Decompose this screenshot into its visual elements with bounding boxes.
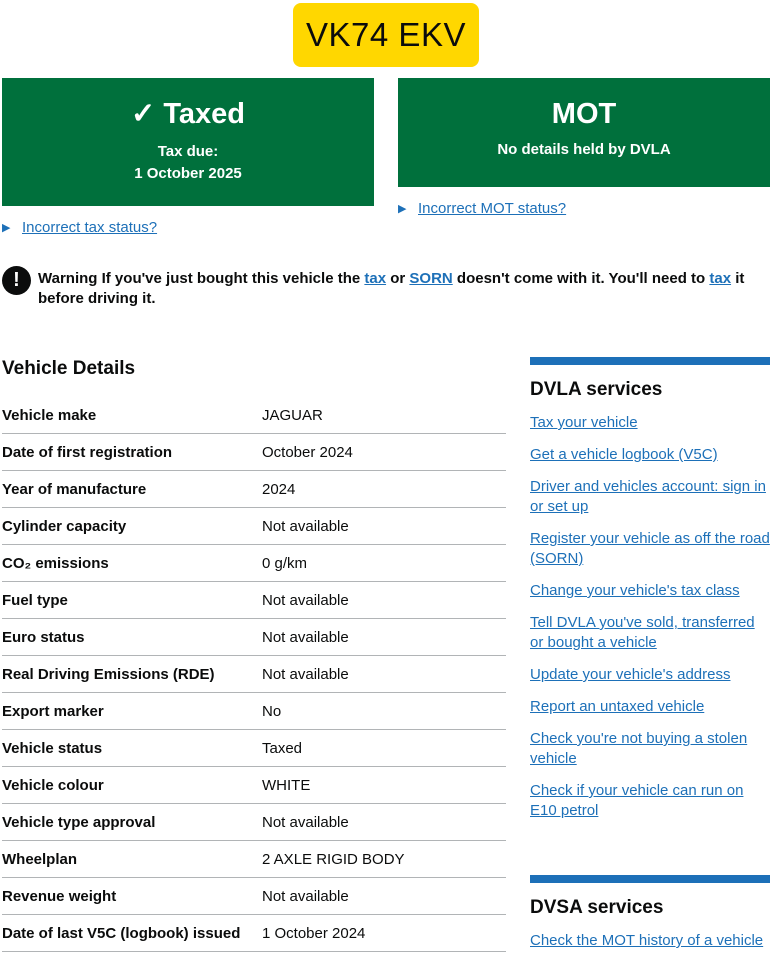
list-item bbox=[530, 613, 770, 653]
check-e10-link[interactable]: Check if your vehicle can run on E10 petrol bbox=[530, 782, 744, 819]
incorrect-mot-status-details[interactable] bbox=[398, 200, 566, 217]
warning-text-part: or bbox=[386, 270, 410, 287]
list-item bbox=[530, 931, 770, 951]
warning-sorn-link[interactable]: SORN bbox=[409, 270, 453, 287]
row-key: Date of first registration bbox=[2, 443, 173, 461]
dvsa-services-sidebar bbox=[530, 875, 770, 957]
row-value: Not available bbox=[262, 591, 349, 609]
list-item bbox=[530, 781, 770, 821]
warning-text-part: doesn't come with it. You'll need to bbox=[452, 270, 710, 287]
table-row bbox=[2, 915, 506, 952]
row-key: Real Driving Emissions (RDE) bbox=[2, 665, 215, 683]
row-key: Revenue weight bbox=[2, 887, 117, 905]
report-untaxed-link[interactable]: Report an untaxed vehicle bbox=[530, 698, 705, 715]
table-row bbox=[2, 545, 506, 582]
list-item bbox=[530, 529, 770, 569]
row-value: WHITE bbox=[262, 776, 311, 794]
incorrect-tax-status-link[interactable]: Incorrect tax status? bbox=[22, 219, 158, 236]
list-item bbox=[530, 581, 770, 601]
warning-text-part: it before driving it. bbox=[38, 270, 745, 307]
row-value: 1 October 2024 bbox=[262, 924, 366, 942]
row-key: Vehicle make bbox=[2, 406, 97, 424]
list-item bbox=[530, 445, 770, 465]
row-key: Year of manufacture bbox=[2, 480, 147, 498]
row-value: October 2024 bbox=[262, 443, 353, 461]
list-item bbox=[530, 729, 770, 769]
row-key: Fuel type bbox=[2, 591, 68, 609]
incorrect-mot-status-link[interactable]: Incorrect MOT status? bbox=[418, 200, 567, 217]
table-row bbox=[2, 397, 506, 434]
row-value: 0 g/km bbox=[262, 554, 308, 572]
table-row bbox=[2, 434, 506, 471]
warning-tax-link[interactable]: tax bbox=[364, 270, 387, 287]
row-key: Vehicle colour bbox=[2, 776, 104, 794]
change-tax-class-link[interactable]: Change your vehicle's tax class bbox=[530, 582, 740, 599]
table-row bbox=[2, 767, 506, 804]
row-value: No bbox=[262, 702, 282, 720]
list-item bbox=[530, 665, 770, 685]
row-key: Vehicle type approval bbox=[2, 813, 156, 831]
number-plate: VK74 EKV bbox=[293, 3, 479, 67]
row-value: Taxed bbox=[262, 739, 303, 757]
table-row bbox=[2, 693, 506, 730]
dvla-services-sidebar bbox=[530, 357, 770, 833]
row-value: 2024 bbox=[262, 480, 296, 498]
row-key: CO₂ emissions bbox=[2, 554, 109, 572]
dvla-services-list bbox=[530, 413, 770, 821]
warning-tax-link-2[interactable]: tax bbox=[709, 270, 732, 287]
warning-text bbox=[38, 269, 770, 309]
row-value: Not available bbox=[262, 813, 349, 831]
disclosure-triangle-icon: ▶ bbox=[398, 203, 407, 215]
tax-your-vehicle-link[interactable]: Tax your vehicle bbox=[530, 414, 638, 431]
row-key: Date of last V5C (logbook) issued bbox=[2, 924, 241, 942]
row-value: Not available bbox=[262, 887, 349, 905]
vehicle-details-heading: Vehicle Details bbox=[2, 358, 136, 379]
mot-history-link[interactable]: Check the MOT history of a vehicle bbox=[530, 932, 764, 949]
mot-status-title: MOT bbox=[551, 98, 617, 130]
tax-due-date: 1 October 2025 bbox=[134, 165, 242, 182]
row-key: Wheelplan bbox=[2, 850, 78, 868]
tax-status-title: ✓ Taxed bbox=[130, 98, 246, 130]
get-logbook-link[interactable]: Get a vehicle logbook (V5C) bbox=[530, 446, 718, 463]
incorrect-tax-status-details[interactable] bbox=[2, 219, 157, 236]
row-value: Not available bbox=[262, 628, 349, 646]
sorn-link[interactable]: Register your vehicle as off the road (SORN) bbox=[530, 530, 770, 567]
row-value: 2 AXLE RIGID BODY bbox=[262, 850, 405, 868]
table-row bbox=[2, 730, 506, 767]
disclosure-triangle-icon: ▶ bbox=[2, 222, 11, 234]
row-key: Cylinder capacity bbox=[2, 517, 127, 535]
list-item bbox=[530, 413, 770, 433]
driver-account-link[interactable]: Driver and vehicles account: sign in or set up bbox=[530, 478, 766, 515]
tax-status-panel bbox=[2, 78, 374, 206]
vehicle-details-table bbox=[2, 397, 506, 952]
tell-dvla-sold-link[interactable]: Tell DVLA you've sold, transferred or bought a vehicle bbox=[530, 614, 755, 651]
list-item bbox=[530, 697, 770, 717]
table-row bbox=[2, 471, 506, 508]
table-row bbox=[2, 804, 506, 841]
table-row bbox=[2, 878, 506, 915]
list-item bbox=[530, 477, 770, 517]
mot-status-text: No details held by DVLA bbox=[497, 141, 671, 158]
dvsa-services-heading: DVSA services bbox=[530, 897, 664, 918]
check-stolen-link[interactable]: Check you're not buying a stolen vehicle bbox=[530, 730, 748, 767]
row-value: Not available bbox=[262, 517, 349, 535]
row-value: JAGUAR bbox=[262, 406, 323, 424]
row-key: Vehicle status bbox=[2, 739, 103, 757]
sidebar-divider bbox=[530, 357, 770, 365]
update-address-link[interactable]: Update your vehicle's address bbox=[530, 666, 731, 683]
warning-message bbox=[2, 266, 770, 309]
sidebar-divider bbox=[530, 875, 770, 883]
warning-icon: ! bbox=[2, 266, 31, 295]
table-row bbox=[2, 841, 506, 878]
table-row bbox=[2, 619, 506, 656]
row-value: Not available bbox=[262, 665, 349, 683]
row-key: Export marker bbox=[2, 702, 104, 720]
dvla-services-heading: DVLA services bbox=[530, 379, 663, 400]
table-row bbox=[2, 656, 506, 693]
mot-status-panel bbox=[398, 78, 770, 187]
table-row bbox=[2, 582, 506, 619]
dvsa-services-list bbox=[530, 931, 770, 951]
tax-due-label: Tax due: bbox=[157, 143, 219, 160]
table-row bbox=[2, 508, 506, 545]
warning-text-part: Warning If you've just bought this vehicle the bbox=[38, 270, 365, 287]
row-key: Euro status bbox=[2, 628, 85, 646]
